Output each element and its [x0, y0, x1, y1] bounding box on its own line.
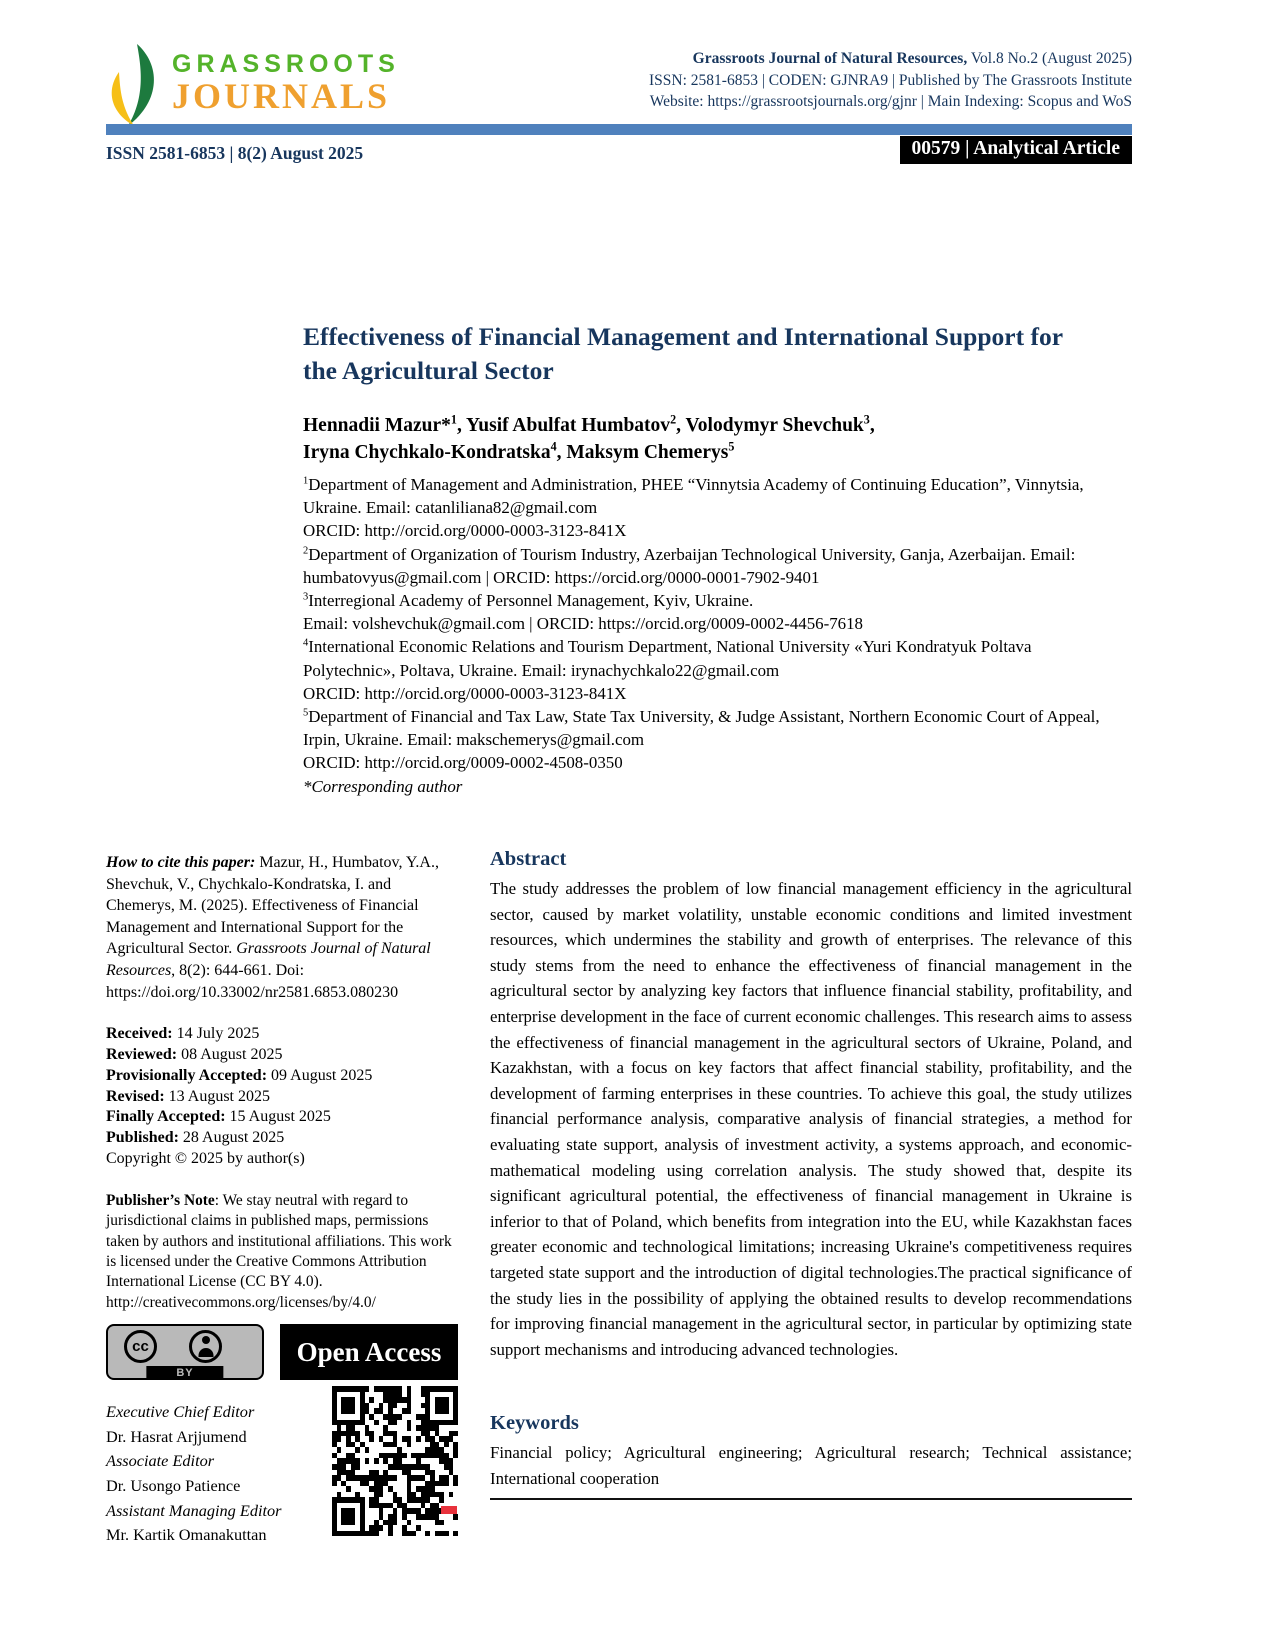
affiliation-orcid-line: ORCID: http://orcid.org/0000-0003-3123-841X: [303, 521, 627, 541]
author-name: Volodymyr Shevchuk$^3$,: [685, 412, 875, 436]
article-dates: [106, 1024, 458, 1170]
editor-role: Assistant Managing Editor: [106, 1500, 282, 1520]
abstract-column: [490, 848, 1132, 1500]
page-bottom-rule: [490, 1498, 1132, 1500]
authors-line: [303, 412, 1103, 466]
logo-grassroots-text: GRASSROOTS: [172, 50, 400, 78]
corresponding-author-note: *Corresponding author: [303, 776, 463, 796]
open-access-badge: Open Access: [280, 1324, 458, 1380]
article-id-badge: 00579 | Analytical Article: [900, 136, 1132, 164]
author-name: Hennadii Mazur*$^1$,: [303, 412, 466, 436]
cc-by-badge[interactable]: [106, 1324, 264, 1380]
editor-name: Mr. Kartik Omanakuttan: [106, 1525, 267, 1545]
qr-code-wrap: [332, 1386, 458, 1536]
affiliation-orcid-line: ORCID: http://orcid.org/0009-0002-4508-0350: [303, 753, 623, 773]
journal-issn-line: ISSN: 2581-6853 | CODEN: GJNRA9 | Published by The Grassroots Institute: [649, 71, 1132, 89]
affiliation: $^2$Department of Organization of Tourism Industry, Azerbaijan Technological University, Ganja, Azerbaijan. Email: humbatovyus@gmail.com | ORCID: https://orcid.org/0000-0001-7902-9401: [303, 544, 1076, 587]
journal-info-block: [649, 48, 1132, 113]
affiliation: $^4$International Economic Relations and Tourism Department, National University «Yuri Kondratyuk Poltava Polytechnic», Poltava, Ukraine. Email: irynachychkalo22@gmail.com: [303, 637, 1032, 680]
qr-code: [332, 1386, 458, 1536]
doi-link[interactable]: https://doi.org/10.33002/nr2581.6853.080230: [106, 983, 399, 1001]
affiliation-orcid-line: ORCID: http://orcid.org/0000-0003-3123-841X: [303, 683, 627, 703]
cc-icon: cc: [124, 1330, 157, 1363]
logo-text: [172, 42, 400, 114]
license-badges: [106, 1324, 458, 1380]
journal-logo: [104, 42, 400, 130]
article-title: Effectiveness of Financial Management and International Support for the Agricultural Sector: [303, 322, 1063, 385]
cited-journal-name: Grassroots Journal of Natural Resources: [106, 940, 431, 979]
keywords-text: Financial policy; Agricultural engineering; Agricultural research; Technical assistance; International cooperation: [490, 1443, 1132, 1488]
grassroots-leaf-icon: [104, 42, 168, 130]
abstract-text: The study addresses the problem of low financial management efficiency in the agricultural sector, caused by market volatility, unstable economic conditions and limited investment resources, which undermines the stability and growth of enterprises. The relevance of this study stems from the need to enhance the effectiveness of financial management in the agricultural sector by analyzing key factors that influence financial stability, profitability, and enterprise development in the face of current economic challenges. This research aims to assess the effectiveness of financial management in the agricultural sectors of Ukraine, Poland, and Kazakhstan, with a focus on key factors that affect financial stability, profitability, and the development of farming enterprises in these countries. To achieve this goal, the study utilizes financial performance analysis, comparative analysis of financial strategies, a method for evaluating state support, analysis of investment activity, a systems approach, and economic-mathematical modeling using correlation analysis. The study showed that, despite its significant agricultural potential, the effectiveness of financial management in Ukraine is inferior to that of Poland, which benefits from integration into the EU, while Kazakhstan faces greater economic and technological limitations; increasing Ukraine's competitiveness requires targeted state support and the introduction of digital technologies.The practical significance of the study lies in the possibility of applying the obtained results to develop recommendations for improving financial management in the agricultural sector, in particular by optimizing state support mechanisms and introducing advanced technologies.: [490, 879, 1132, 1359]
editors-and-qr: [106, 1400, 458, 1560]
author-name: Maksym Chemerys$^5$: [566, 439, 735, 463]
editor-name: Dr. Usongo Patience: [106, 1475, 241, 1495]
logo-journals-text: JOURNALS: [172, 76, 391, 116]
date-row: Published: 28 August 2025: [106, 1129, 285, 1147]
date-row: Revised: 13 August 2025: [106, 1087, 270, 1105]
journal-title-line: [649, 48, 1132, 70]
how-to-cite: How to cite this paper: Mazur, H., Humbatov, Y.A., Shevchuk, V., Chychkalo-Kondratska, I. and Chemerys, M. (2025). Effectiveness of Financial Management and International Support for the Agricultural Sector. Grassroots Journal of Natural Resources, 8(2): 644-661. Doi: https://doi.org/10.33002/nr2581.6853.080230: [106, 854, 439, 1001]
affiliation-orcid-line: Email: volshevchuk@gmail.com | ORCID: https://orcid.org/0009-0002-4456-7618: [303, 614, 864, 634]
cc-by-label: BY: [146, 1366, 223, 1380]
affiliations-block: [303, 473, 1103, 798]
abstract-heading: Abstract: [490, 848, 567, 870]
header-rule: [106, 124, 1132, 135]
keywords-heading: Keywords: [490, 1412, 579, 1435]
publishers-note: Publisher’s Note: We stay neutral with regard to jurisdictional claims in published maps, permissions taken by authors and institutional affiliations. This work is licensed under the Creative Commons Attribution International License (CC BY 4.0). http://creativecommons.org/licenses/by/4.0/: [106, 1191, 452, 1311]
affiliation: $^5$Department of Financial and Tax Law, State Tax University, & Judge Assistant, Northern Economic Court of Appeal, Irpin, Ukraine. Email: makschemerys@gmail.com: [303, 707, 1100, 750]
date-row: Received: 14 July 2025: [106, 1025, 260, 1043]
issn-volume-label: ISSN 2581-6853 | 8(2) August 2025: [106, 143, 364, 163]
copyright-line: Copyright © 2025 by author(s): [106, 1149, 305, 1167]
attribution-person-icon: [189, 1330, 222, 1363]
affiliation: $^1$Department of Management and Administration, PHEE “Vinnytsia Academy of Continuing Education”, Vinnytsia, Ukraine. Email: catanliliana82@gmail.com: [303, 475, 1084, 518]
affiliation: $^3$Interregional Academy of Personnel Management, Kyiv, Ukraine.: [303, 591, 754, 611]
editor-name: Dr. Hasrat Arjjumend: [106, 1426, 247, 1446]
journal-volume: Vol.8 No.2 (August 2025): [967, 50, 1132, 67]
editors-block: [106, 1400, 321, 1548]
journal-website-line[interactable]: Website: https://grassrootsjournals.org/gjnr | Main Indexing: Scopus and WoS: [649, 93, 1132, 111]
editor-role: Associate Editor: [106, 1451, 215, 1471]
left-sidebar: [106, 852, 458, 1560]
editor-role: Executive Chief Editor: [106, 1402, 255, 1422]
journal-name: Grassroots Journal of Natural Resources,: [692, 50, 968, 67]
date-row: Finally Accepted: 15 August 2025: [106, 1108, 331, 1126]
date-row: Reviewed: 08 August 2025: [106, 1045, 283, 1063]
license-link[interactable]: http://creativecommons.org/licenses/by/4.0/: [106, 1293, 376, 1311]
author-name: Yusif Abulfat Humbatov$^2$,: [465, 412, 686, 436]
author-name: Iryna Chychkalo-Kondratska$^4$,: [303, 439, 567, 463]
date-row: Provisionally Accepted: 09 August 2025: [106, 1066, 373, 1084]
publishers-note-label: Publisher’s Note: [106, 1191, 215, 1209]
qr-brand-logo: [441, 1506, 457, 1514]
leaf-yellow-shape: [112, 72, 134, 126]
how-to-cite-label: How to cite this paper:: [106, 854, 256, 871]
leaf-green-shape: [128, 44, 154, 126]
